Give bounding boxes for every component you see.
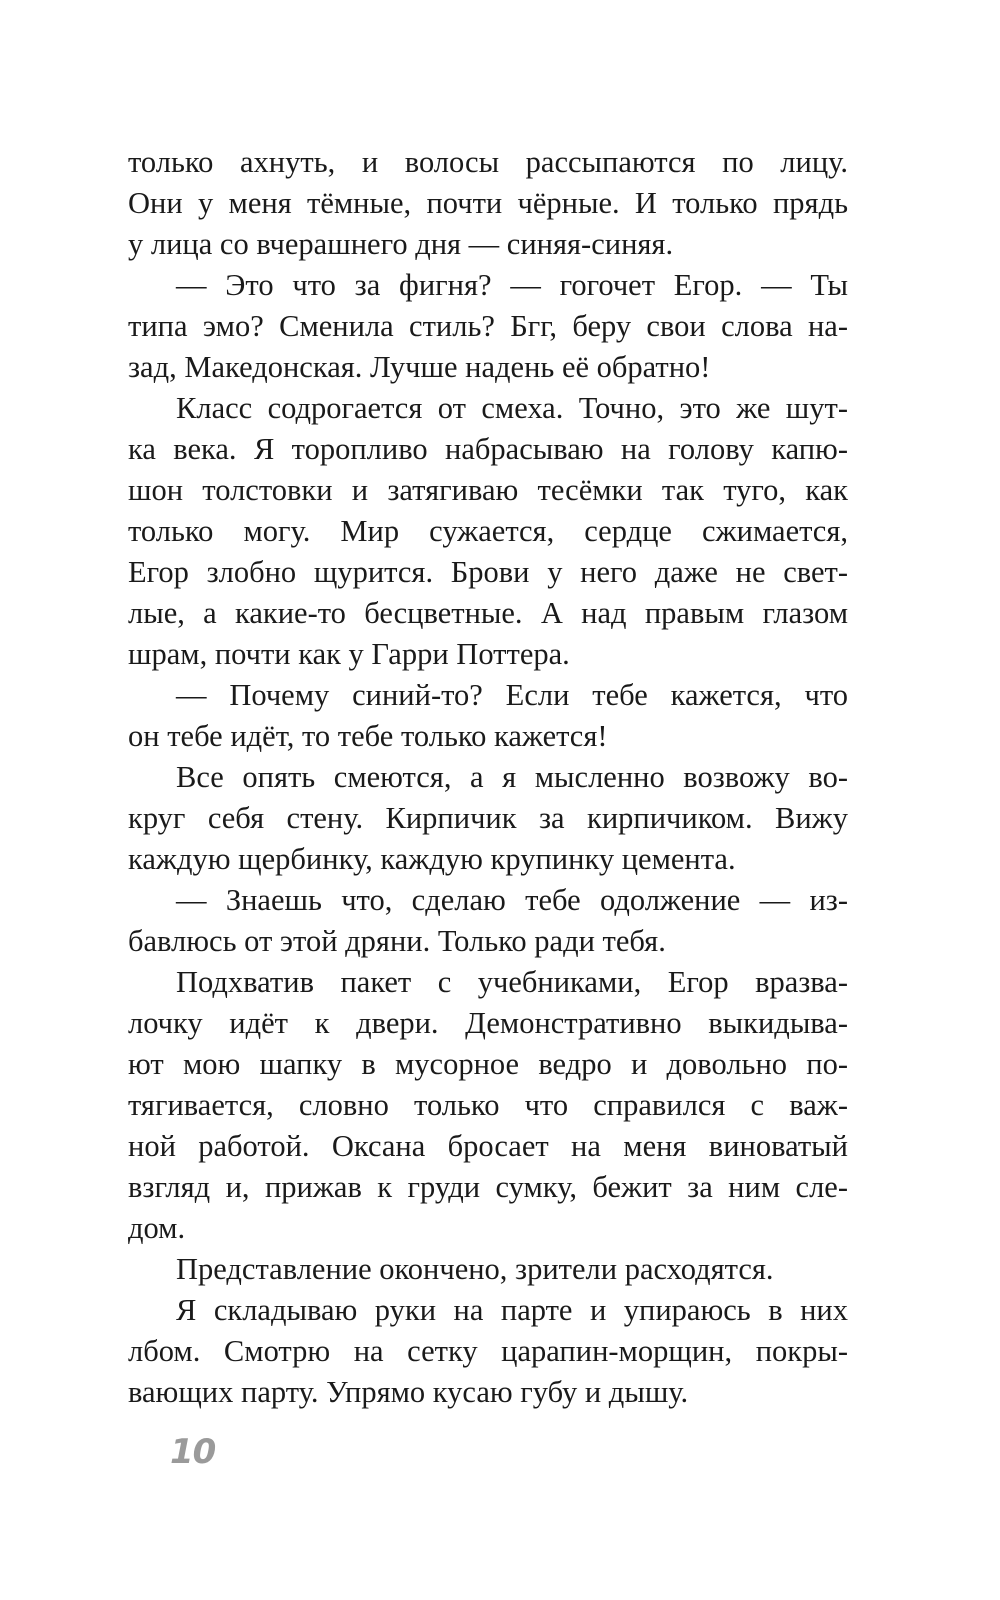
text-line: у лица со вчерашнего дня — синяя-синяя.: [128, 227, 674, 261]
text-line: ка века. Я торопливо набрасываю на голову капю-: [128, 432, 848, 466]
text-line: только могу. Мир сужается, сердце сжимается,: [128, 514, 848, 548]
body-text: [128, 142, 848, 1413]
text-line: бавлюсь от этой дряни. Только ради тебя.: [128, 924, 666, 958]
text-line: зад, Македонская. Лучше надень её обратно!: [128, 350, 711, 384]
text-line: тягивается, словно только что справился с важ-: [128, 1088, 848, 1122]
text-line: — Почему синий-то? Если тебе кажется, что: [176, 678, 848, 712]
text-line: шрам, почти как у Гарри Поттера.: [128, 637, 570, 671]
text-line: Класс содрогается от смеха. Точно, это же шут-: [176, 391, 848, 425]
text-line: ют мою шапку в мусорное ведро и довольно по-: [128, 1047, 848, 1081]
text-line: ной работой. Оксана бросает на меня виноватый: [128, 1129, 848, 1163]
text-line: круг себя стену. Кирпичик за кирпичиком. Вижу: [128, 801, 848, 835]
text-line: Егор злобно щурится. Брови у него даже не свет-: [128, 555, 848, 589]
text-line: шон толстовки и затягиваю тесёмки так туго, как: [128, 473, 848, 507]
text-line: он тебе идёт, то тебе только кажется!: [128, 719, 608, 753]
text-line: дом.: [128, 1211, 186, 1245]
text-line: — Знаешь что, сделаю тебе одолжение — из-: [176, 883, 848, 917]
text-line: лые, а какие-то бесцветные. А над правым глазом: [128, 596, 848, 630]
text-line: — Это что за фигня? — гогочет Егор. — Ты: [176, 268, 848, 302]
text-line: вающих парту. Упрямо кусаю губу и дышу.: [128, 1375, 689, 1409]
text-line: Они у меня тёмные, почти чёрные. И только прядь: [128, 186, 848, 220]
text-line: взгляд и, прижав к груди сумку, бежит за ним сле-: [128, 1170, 848, 1204]
page-number: 10: [170, 1432, 216, 1472]
text-line: Я складываю руки на парте и упираюсь в них: [176, 1293, 848, 1327]
text-line: типа эмо? Сменила стиль? Бгг, беру свои слова на-: [128, 309, 848, 343]
text-line: только ахнуть, и волосы рассыпаются по лицу.: [128, 145, 848, 179]
text-line: каждую щербинку, каждую крупинку цемента.: [128, 842, 736, 876]
text-line: Представление окончено, зрители расходятся.: [176, 1252, 774, 1286]
text-line: лочку идёт к двери. Демонстративно выкидыва-: [128, 1006, 848, 1040]
text-line: Все опять смеются, а я мысленно возвожу во-: [176, 760, 848, 794]
text-line: лбом. Смотрю на сетку царапин-морщин, покры-: [128, 1334, 848, 1368]
text-line: Подхватив пакет с учебниками, Егор вразва-: [176, 965, 848, 999]
